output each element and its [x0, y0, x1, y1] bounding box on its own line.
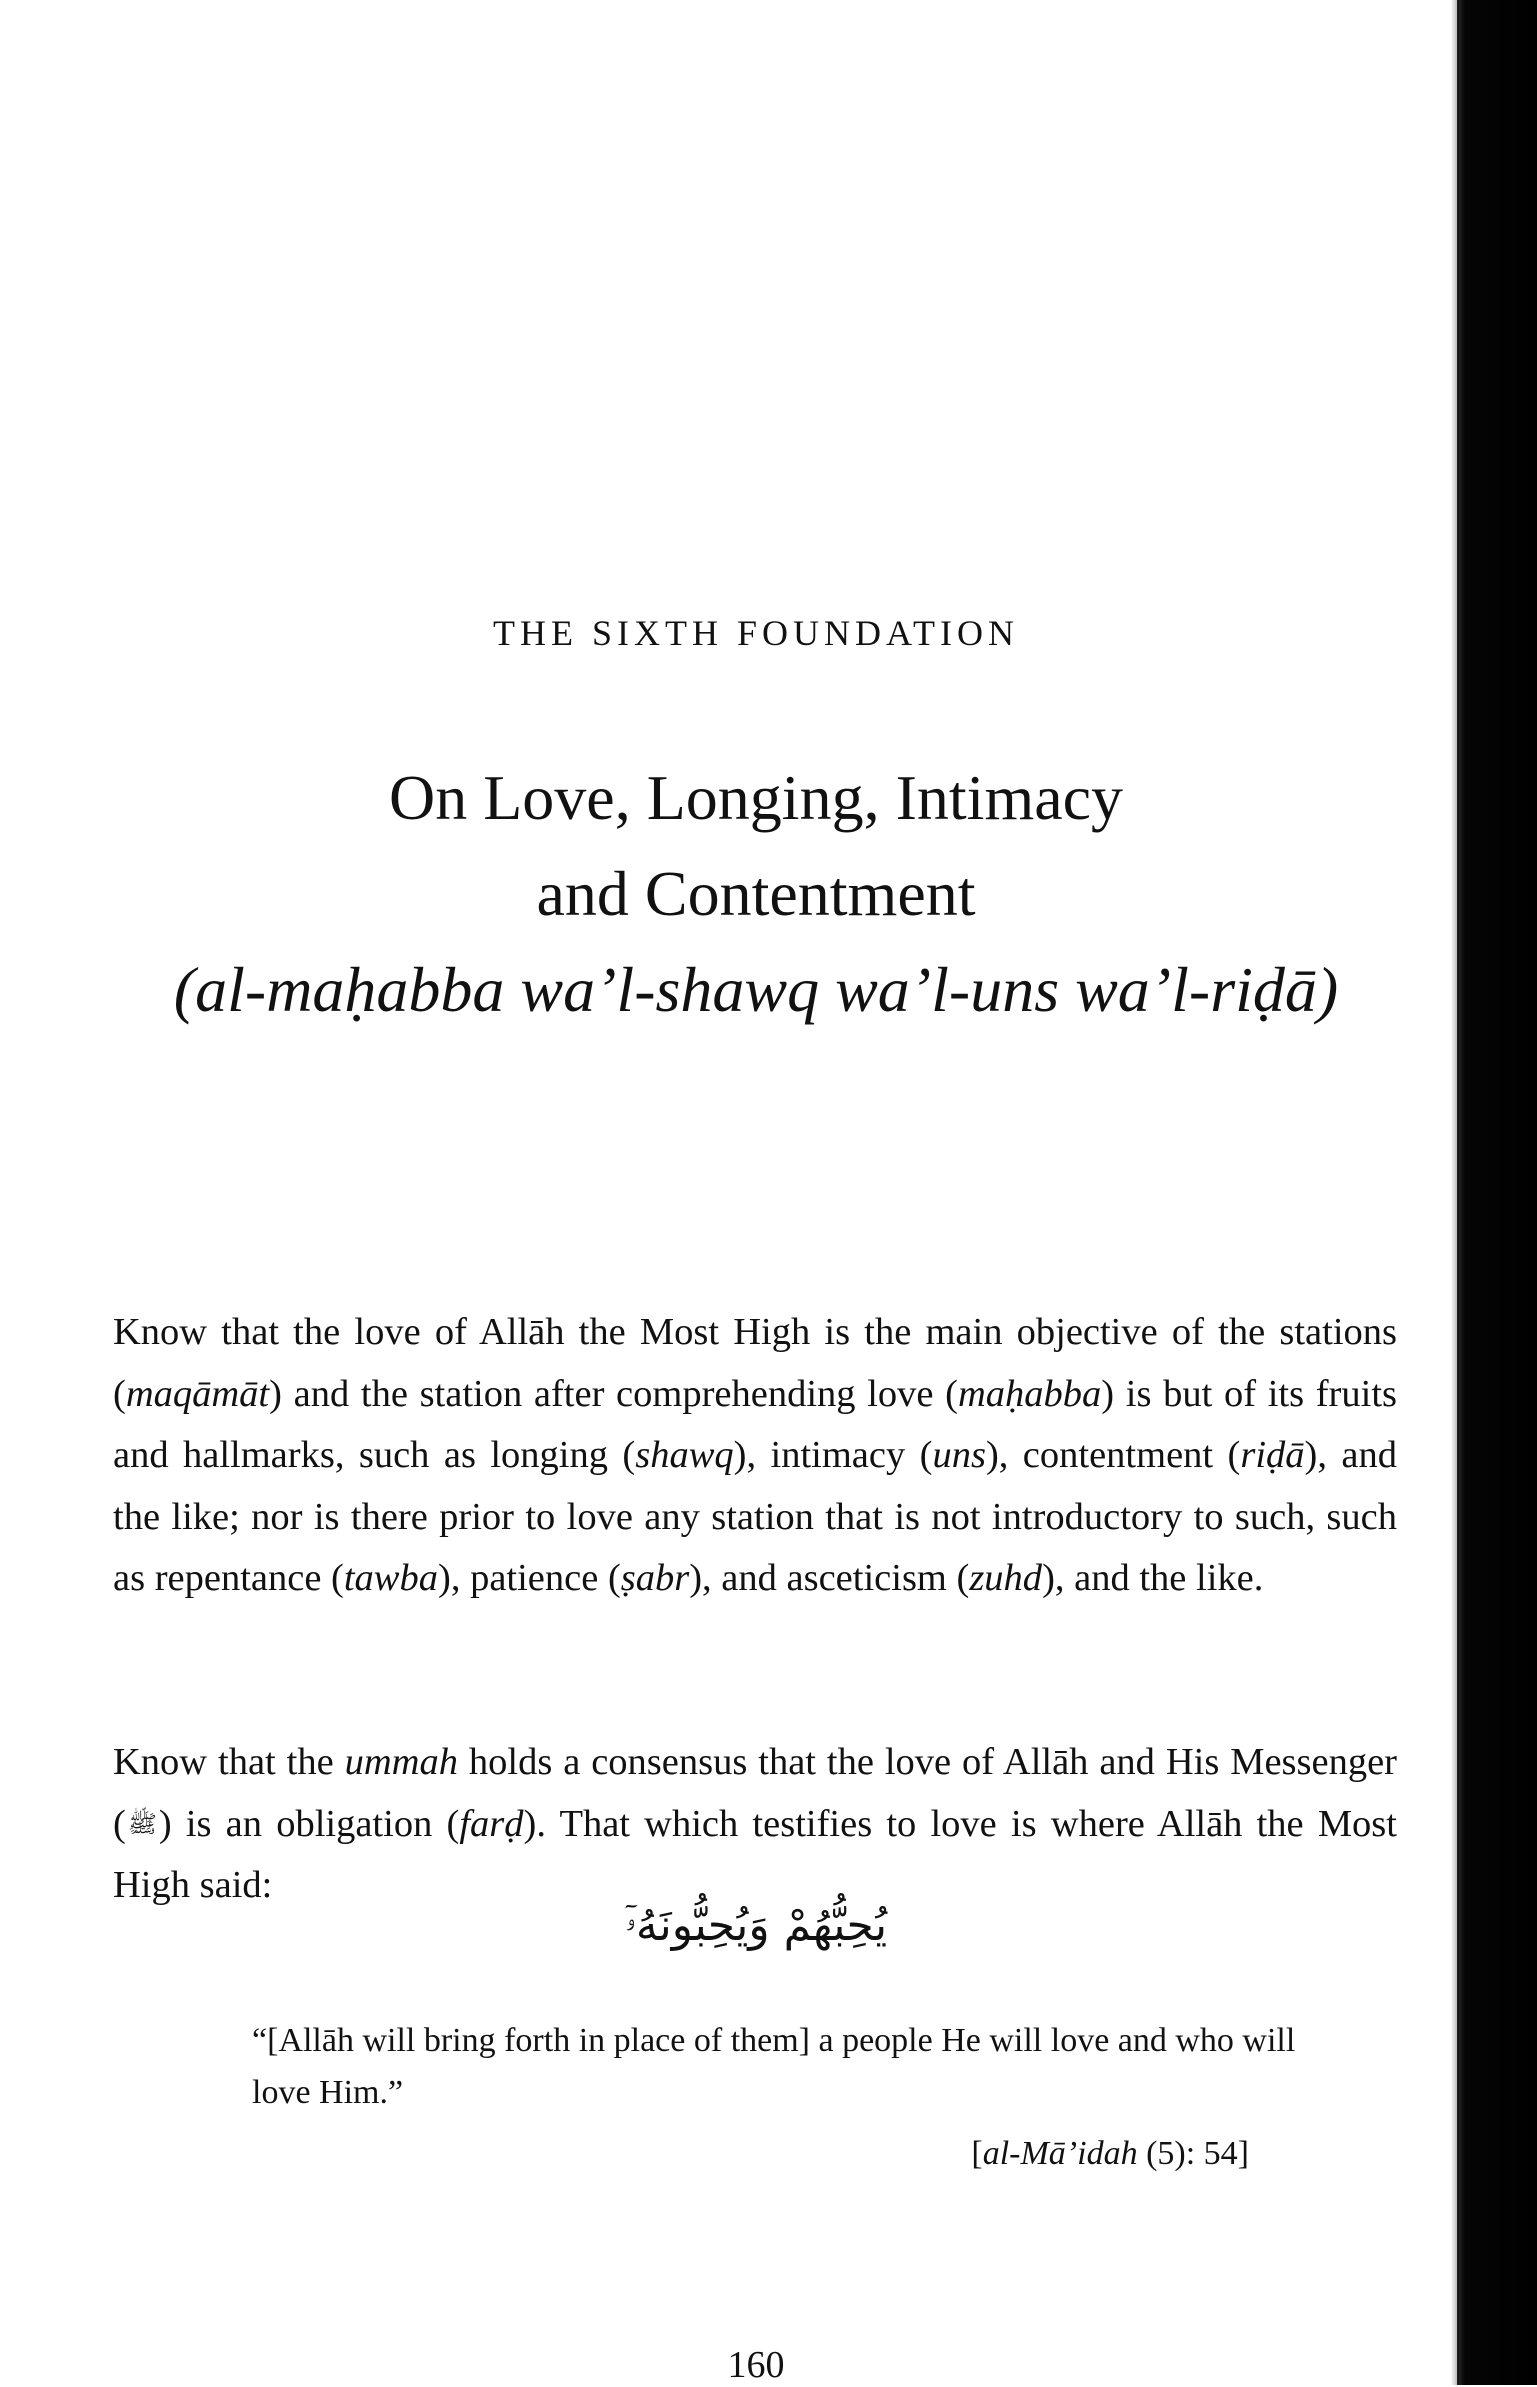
term-sabr: ṣabr	[620, 1557, 690, 1599]
term-tawba: tawba	[343, 1557, 438, 1599]
p2-text-1: Know that the	[113, 1741, 345, 1783]
p1-text-2: ) and the station after comprehending love (	[269, 1372, 958, 1415]
p1-text-3: ) is but of its fruits and hallmarks, such as longing (	[113, 1372, 1397, 1476]
chapter-kicker: THE SIXTH FOUNDATION	[493, 613, 1019, 653]
p1-text-7: ), patience (	[438, 1557, 621, 1599]
p1-text-6: ), and the like; nor is there prior to love any station that is not introductory to such, such as repentance (	[113, 1434, 1397, 1599]
p1-text-4: ), intimacy (	[733, 1434, 933, 1476]
page-number: 160	[727, 2344, 785, 2386]
p1-text-8: ), and asceticism (	[689, 1557, 970, 1599]
title-transliteration: (al-maḥabba wa’l-shawq wa’l-uns wa’l-riḍā)	[173, 954, 1339, 1025]
term-shawq: shawq	[635, 1434, 734, 1476]
p1-text-5: ), contentment (	[985, 1434, 1241, 1476]
term-zuhd: zuhd	[969, 1557, 1043, 1599]
p2-text-4: ). That which testifies to love is where Allāh the Most High said:	[113, 1802, 1397, 1906]
p2-text-3: ) is an obligation (	[158, 1802, 460, 1845]
term-rida: riḍā	[1240, 1434, 1305, 1476]
term-fard: farḍ	[459, 1802, 524, 1845]
p2-text-2: holds a consensus that the love of Allāh and His Messenger (	[113, 1741, 1398, 1845]
citation-open: [	[971, 2135, 983, 2172]
p1-text-1: Know that the love of Allāh the Most High is the main objective of the stations (	[113, 1311, 1397, 1415]
title-line-1: On Love, Longing, Intimacy	[388, 762, 1124, 833]
verse-citation	[971, 2135, 1249, 2173]
body-paragraph-1	[113, 1302, 1397, 1610]
body-paragraph-2	[113, 1732, 1397, 1917]
verse-translation: “[Allāh will bring forth in place of them] a people He will love and who will love Him.”	[252, 2022, 1296, 2111]
title-line-2: and Contentment	[536, 858, 976, 929]
quran-arabic-verse: يُحِبُّهُمْ وَيُحِبُّونَهُۥٓ	[624, 1900, 888, 1951]
term-maqamat: maqāmāt	[125, 1372, 270, 1415]
term-mahabba: maḥabba	[957, 1372, 1102, 1415]
salawat-seal-icon: ﷺ	[127, 1809, 157, 1838]
citation-surah: al-Mā’idah	[982, 2135, 1138, 2172]
chapter-title	[0, 750, 1512, 1038]
p1-text-9: ), and the like.	[1042, 1557, 1264, 1599]
citation-reference: (5): 54]	[1137, 2135, 1249, 2172]
term-ummah: ummah	[344, 1741, 458, 1783]
book-spine-shadow	[1457, 0, 1537, 2385]
term-uns: uns	[932, 1434, 986, 1476]
